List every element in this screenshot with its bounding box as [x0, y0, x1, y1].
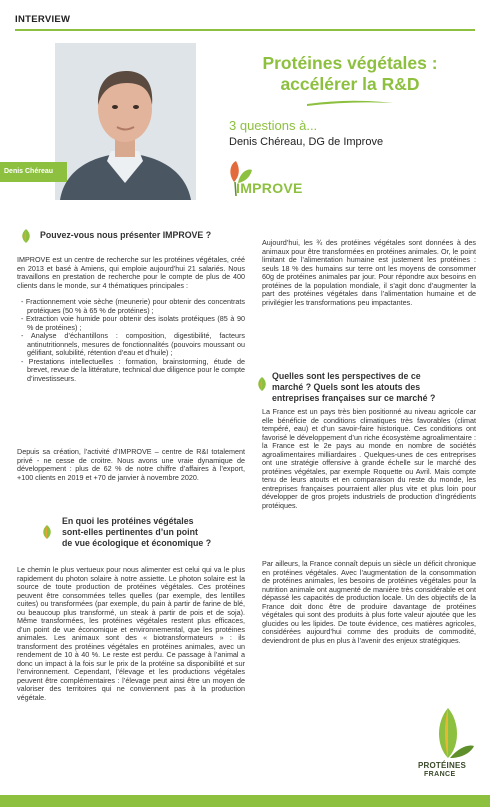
q3-answer-part-2: Par ailleurs, la France connaît depuis un siècle un déficit chronique en protéines végétales. Avec l’augmentation de la consommation de protéines animales, les besoins de protéines végétales pour la nutrition animale ont augmenté de manière très considérable et ont dépassé les capacités de production locale. Un des objectifs de la France doit donc être de produire davantage de protéines végétales qui sont des produits à plus forte valeur ajoutée que les glucides ou les lipides. De toute évidence, ces matières agricoles, considérées aujourd’hui comme des produits de commodité, deviendront de plus en plus à l’avenir des enjeux stratégiques. — [262, 559, 476, 645]
proteines-france-logo — [420, 700, 480, 792]
footer-brand-line-2: FRANCE — [424, 771, 456, 778]
q2-answer: Le chemin le plus vertueux pour nous alimenter est celui qui va le plus rapidement du photon solaire à notre assiette. Le photon solaire est la source de toute production de protéines végétales. Ces protéines peuvent être consommées telles quelles (par exemple, des lentilles cuites) ou transformées (par exemple, du pain à partir de farine de blé, ou beaucoup plus transformé, un steak à partir de pois et de soja). Même transformées, les protéines végétales restent plus efficaces, d’un point de vue économique et environnemental, que les protéines animales. Les animaux sont des « biotransformateurs » : ils transforment des protéines végétales en protéines animales, avec un rendement de 10 à 40 %. Le reste est perdu. Ce passage à l’animal a donc un impact à la fois sur le prix de la protéine sa disponibilité et sur l’environnement. Cependant, l’élevage et les productions végétales peuvent être complémentaires : l’élevage peut ainsi être un moyen de valoriser des territoires qui ne conviennent pas à la production végétale. — [17, 565, 245, 702]
footer-brand-line-1: PROTÉINES — [418, 761, 467, 770]
subtitle-person: Denis Chéreau, DG de Improve — [229, 136, 384, 148]
header-divider — [15, 29, 475, 31]
question-2-title-line: En quoi les protéines végétales — [62, 516, 194, 526]
title-swoosh — [305, 98, 395, 108]
subtitle-questions: 3 questions à... — [229, 118, 318, 133]
question-2-title-line: sont-elles pertinentes d’un point — [62, 527, 198, 537]
question-3-title-line: Quelles sont les perspectives de ce — [272, 371, 421, 381]
question-3-title-line: marché ? Quels sont les atouts des — [272, 382, 421, 392]
sprout-icon — [256, 376, 268, 392]
question-3-title-line: entreprises françaises sur ce marché ? — [272, 393, 436, 403]
title-line-2: accélérer la R&D — [280, 74, 420, 94]
q1-bullet: - Analyse d’échantillons : composition, digestibilité, facteurs antinutritionnels, mesures de fonctionnalités (pouvoirs moussant ou gélifiant, solubilité, rétention d’eau et d’huile) ; — [21, 331, 245, 357]
section-label: INTERVIEW — [15, 14, 71, 25]
article-title — [230, 53, 470, 95]
improve-logo-text: IMPROVE — [236, 180, 303, 196]
right-column-intro: Aujourd’hui, les ¾ des protéines végétales sont données à des animaux pour être transformées en protéines animales. Or, le point limitant de l’alimentation humaine est justement les protéines : seuls 18 % des humains sur terre ont les moyens de consommer 60g de protéines animales par jour. Pour répondre aux besoins en protéines de la population mondiale, il s’agit donc d’augmenter la part des protéines végétales dans l’alimentation humaine et de privilégier les transformations peu impactantes. — [262, 238, 476, 307]
q1-bullet-list — [17, 298, 245, 383]
bottom-accent-bar — [0, 795, 490, 807]
q1-bullet: - Prestations intellectuelles : formation, brainstorming, étude de brevet, revue de la littérature, technical due diligence pour le compte d’investisseurs. — [21, 356, 245, 383]
sprout-icon — [20, 228, 32, 244]
question-2-title-line: de vue écologique et économique ? — [62, 538, 212, 548]
sprout-icon — [41, 524, 53, 540]
q1-para-2: Depuis sa création, l’activité d’IMPROVE – centre de R&I totalement privé - ne cesse de croitre. Nous avons une vraie dynamique de développement : plus de 62 % de notre chiffre d’affaires à l’export, +100 clients en 2019 et +70 de janvier à novembre 2020. — [17, 447, 245, 482]
question-2-title — [62, 516, 211, 549]
photo-caption: Denis Chéreau — [0, 162, 67, 182]
question-3-title — [272, 371, 435, 404]
portrait-photo — [55, 43, 196, 200]
q1-intro: IMPROVE est un centre de recherche sur les protéines végétales, créé en 2013 et basé à Amiens, qui emploie aujourd’hui 21 salariés. Nous travaillons en prestation de recherche pour le compte de plus de 400 clients dans le monde, sur 4 thématiques principales : — [17, 255, 245, 290]
q1-bullet: - Fractionnement voie sèche (meunerie) pour obtenir des concentrats protéiques (50 % à 65 % de protéines) ; — [21, 297, 245, 315]
q1-bullet: - Extraction voie humide pour obtenir des isolats protéiques (85 à 90 % de protéines) ; — [21, 314, 245, 332]
q3-answer-part-1: La France est un pays très bien positionné au niveau agricole car elle bénéficie de conditions climatiques très favorables (climat tempéré, eau) et d’un savoir-faire historique. Ces conditions ont favorisé le développement d’un riche écosystème agroalimentaire : la France est le 2e pays au monde en nombre de sociétés agroalimentaires milliardaires . Quelques-unes de ces entreprises ont une stratégie offensive à grande échelle sur le marché des protéines végétales, par exemple Roquette ou Avril. Mais compte tenu de leurs atouts et en comparaison du reste du monde, les entreprises françaises pourraient aller plus vite et plus loin pour développer de gros projets industriels de production d’ingrédients protéiques. — [262, 407, 476, 510]
question-1-title: Pouvez-vous nous présenter IMPROVE ? — [40, 230, 212, 240]
title-line-1: Protéines végétales : — [262, 53, 438, 73]
